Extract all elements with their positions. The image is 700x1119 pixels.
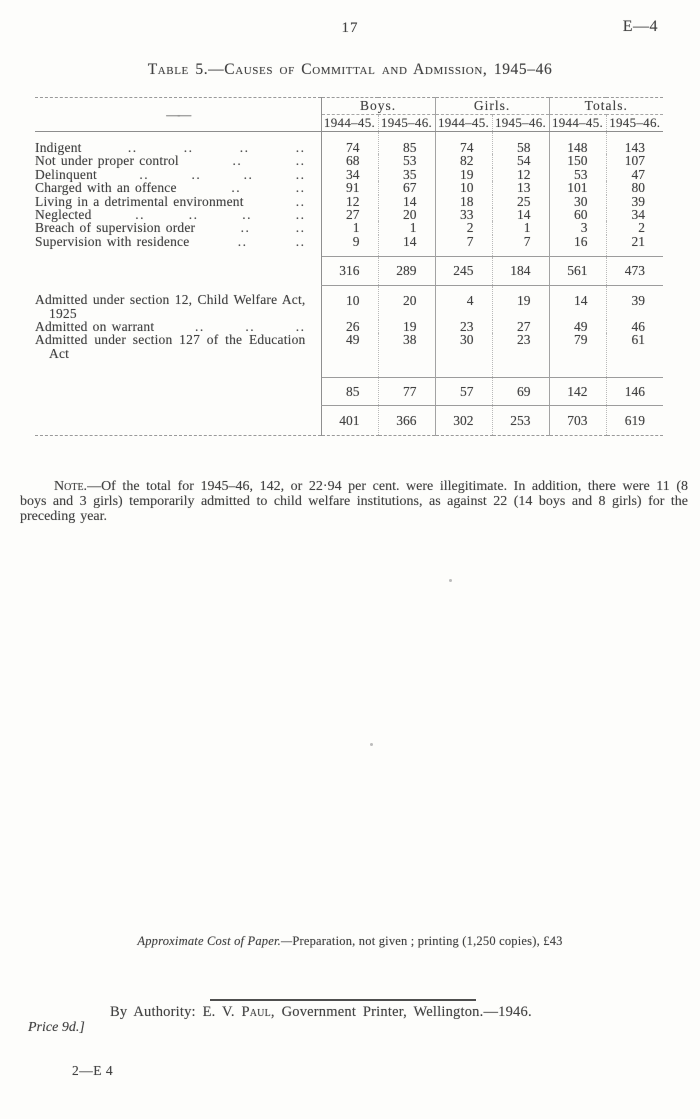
value-cell: 74 (321, 132, 378, 155)
stub-dash: —— (166, 106, 190, 122)
value-cell: 316 (321, 257, 378, 285)
table-row (35, 154, 663, 167)
table-row (35, 132, 663, 155)
value-cell: 30 (435, 333, 492, 377)
value-cell: 19 (492, 285, 549, 320)
value-cell: 34 (606, 208, 663, 221)
row-label-wrap (35, 208, 321, 221)
value-cell: 85 (378, 132, 435, 155)
value-cell: 67 (378, 181, 435, 194)
value-cell: 33 (435, 208, 492, 221)
column-group-totals: Totals. (549, 98, 663, 115)
value-cell: 49 (321, 333, 378, 377)
page-number: 17 (341, 20, 359, 36)
value-cell: 14 (378, 235, 435, 257)
value-cell: 34 (321, 168, 378, 181)
table-row (35, 333, 663, 377)
dot-leader-icon: .. (295, 166, 306, 182)
value-cell: 10 (435, 181, 492, 194)
dot-leader-icon: .. (191, 166, 202, 182)
value-cell: 69 (492, 377, 549, 405)
year-header: 1945–46. (492, 115, 549, 132)
value-cell: 150 (549, 154, 606, 167)
row-label: Admitted under section 127 of the Education Act (35, 332, 306, 361)
value-cell: 473 (606, 257, 663, 285)
value-cell: 184 (492, 257, 549, 285)
value-cell: 23 (435, 320, 492, 333)
authority-name: Paul (241, 1004, 271, 1020)
value-cell: 35 (378, 168, 435, 181)
year-header: 1945–46. (606, 115, 663, 132)
value-cell: 57 (435, 377, 492, 405)
row-label: Living in a detrimental environment (35, 193, 244, 209)
value-cell: 27 (492, 320, 549, 333)
row-label: Delinquent (35, 166, 97, 182)
value-cell: 27 (321, 208, 378, 221)
value-cell: 68 (321, 154, 378, 167)
column-group-boys: Boys. (321, 98, 435, 115)
dot-leader-icon: .. (237, 233, 248, 249)
value-cell: 82 (435, 154, 492, 167)
value-cell: 9 (321, 235, 378, 257)
table-title: Table 5.—Causes of Committal and Admission, 1945–46 (147, 61, 553, 78)
note-lead: Note. (54, 479, 88, 494)
table-row (35, 221, 663, 234)
dot-leader-icon: .. (295, 153, 306, 169)
dot-leader-icon: .. (245, 318, 256, 334)
value-cell: 14 (549, 285, 606, 320)
value-cell: 14 (378, 195, 435, 208)
dot-leader-icon: .. (295, 140, 306, 155)
dot-leader-icon: .. (135, 207, 146, 223)
value-cell: 148 (549, 132, 606, 155)
row-label: Supervision with residence (35, 233, 190, 249)
value-cell: 14 (492, 208, 549, 221)
row-label-cell (35, 377, 321, 405)
price-label: Price 9d.] (28, 1020, 85, 1035)
value-cell: 74 (435, 132, 492, 155)
dot-leader-icon: .. (295, 180, 306, 196)
value-cell: 7 (435, 235, 492, 257)
value-cell: 53 (549, 168, 606, 181)
table-row (35, 195, 663, 208)
row-label-wrap (35, 195, 321, 208)
value-cell: 80 (606, 181, 663, 194)
value-cell: 142 (549, 377, 606, 405)
dot-leader-icon: .. (194, 318, 205, 334)
causes-table (35, 97, 663, 436)
authority-line (110, 1004, 532, 1021)
row-label-cell (35, 132, 321, 155)
authority-rule (210, 999, 476, 1001)
row-label-cell (35, 208, 321, 221)
value-cell: 101 (549, 181, 606, 194)
value-cell: 302 (435, 406, 492, 435)
value-cell: 39 (606, 285, 663, 320)
value-cell: 10 (321, 285, 378, 320)
row-label-cell (35, 195, 321, 208)
row-label-cell (35, 285, 321, 320)
dot-leader-icon: .. (240, 220, 251, 236)
table-row (35, 257, 663, 285)
row-label-wrap (35, 168, 321, 181)
cost-text: Preparation, not given ; printing (1,250 copies), £43 (292, 934, 563, 948)
row-label-cell (35, 406, 321, 435)
cost-of-paper-line (0, 934, 700, 949)
value-cell: 77 (378, 377, 435, 405)
dot-leader-icon: .. (295, 318, 306, 334)
table-header (35, 98, 663, 132)
value-cell: 146 (606, 377, 663, 405)
row-label-cell (35, 181, 321, 194)
table-row (35, 181, 663, 194)
row-label: Admitted under section 12, Child Welfare Act, 1925 (35, 292, 306, 321)
row-label: Neglected (35, 207, 92, 223)
year-header: 1944–45. (435, 115, 492, 132)
signature-mark: 2—E 4 (72, 1063, 114, 1078)
value-cell: 143 (606, 132, 663, 155)
value-cell: 60 (549, 208, 606, 221)
value-cell: 26 (321, 320, 378, 333)
value-cell: 16 (549, 235, 606, 257)
dot-leader-icon: .. (231, 180, 242, 196)
dot-leader-icon: .. (295, 193, 306, 209)
value-cell: 54 (492, 154, 549, 167)
value-cell: 19 (378, 320, 435, 333)
value-cell: 289 (378, 257, 435, 285)
value-cell: 13 (492, 181, 549, 194)
dot-leader-icon: .. (295, 207, 306, 223)
row-label-wrap (35, 320, 321, 333)
table-body (35, 132, 663, 436)
dot-leader-icon: .. (127, 140, 138, 155)
table-row (35, 235, 663, 257)
row-label-cell (35, 320, 321, 333)
value-cell: 20 (378, 208, 435, 221)
table-row (35, 208, 663, 221)
value-cell: 91 (321, 181, 378, 194)
row-label-cell (35, 221, 321, 234)
value-cell: 53 (378, 154, 435, 167)
value-cell: 46 (606, 320, 663, 333)
value-cell: 23 (492, 333, 549, 377)
value-cell: 58 (492, 132, 549, 155)
cost-lead: Approximate Cost of Paper.— (137, 934, 293, 948)
dot-leader-icon: .. (295, 233, 306, 249)
row-label-cell (35, 154, 321, 167)
value-cell: 85 (321, 377, 378, 405)
row-label: Indigent (35, 140, 82, 155)
value-cell: 245 (435, 257, 492, 285)
value-cell: 19 (435, 168, 492, 181)
row-label: Breach of supervision order (35, 220, 196, 236)
dot-leader-icon: .. (243, 166, 254, 182)
dot-leader-icon: .. (139, 166, 150, 182)
row-label-wrap (35, 154, 321, 167)
stub-header-cell (35, 98, 321, 132)
note-paragraph (20, 480, 688, 524)
value-cell: 7 (492, 235, 549, 257)
value-cell: 561 (549, 257, 606, 285)
year-header: 1945–46. (378, 115, 435, 132)
scan-speck (449, 579, 452, 582)
value-cell: 12 (492, 168, 549, 181)
row-label-cell (35, 168, 321, 181)
row-label-cell (35, 257, 321, 285)
value-cell: 12 (321, 195, 378, 208)
table-row (35, 406, 663, 435)
value-cell: 703 (549, 406, 606, 435)
row-label-wrap (35, 181, 321, 194)
column-group-girls: Girls. (435, 98, 549, 115)
document-reference: E—4 (622, 18, 658, 35)
value-cell: 25 (492, 195, 549, 208)
row-label: Not under proper control (35, 153, 179, 169)
value-cell: 30 (549, 195, 606, 208)
table-row (35, 377, 663, 405)
value-cell: 2 (606, 221, 663, 234)
note-text: —Of the total for 1945–46, 142, or 22·94 per cent. were illegitimate. In addition, there were 11 (8 boys and 3 girls) temporarily admitted to child welfare institutions, as against 22 (14 boys and 8 girls) for the preceding year. (20, 479, 688, 524)
value-cell: 619 (606, 406, 663, 435)
row-label-wrap (35, 141, 321, 154)
dot-leader-icon: .. (183, 140, 194, 155)
authority-rest: , Government Printer, Wellington.—1946. (270, 1004, 532, 1020)
value-cell: 20 (378, 285, 435, 320)
value-cell: 79 (549, 333, 606, 377)
dot-leader-icon: .. (188, 207, 199, 223)
value-cell: 4 (435, 285, 492, 320)
value-cell: 49 (549, 320, 606, 333)
value-cell: 47 (606, 168, 663, 181)
dot-leader-icon: .. (232, 153, 243, 169)
scan-speck (370, 743, 373, 746)
group-header-row (35, 98, 663, 115)
authority-name-initials: E. V. (202, 1004, 242, 1020)
value-cell: 2 (435, 221, 492, 234)
value-cell: 253 (492, 406, 549, 435)
table-row (35, 285, 663, 320)
table-row (35, 320, 663, 333)
value-cell: 1 (492, 221, 549, 234)
row-label-wrap (35, 235, 321, 248)
value-cell: 39 (606, 195, 663, 208)
row-label-wrap (35, 221, 321, 234)
value-cell: 61 (606, 333, 663, 377)
value-cell: 3 (549, 221, 606, 234)
year-header: 1944–45. (549, 115, 606, 132)
value-cell: 18 (435, 195, 492, 208)
table-row (35, 168, 663, 181)
value-cell: 107 (606, 154, 663, 167)
dot-leader-icon: .. (295, 220, 306, 236)
row-label-cell (35, 235, 321, 257)
dot-leader-icon: .. (242, 207, 252, 223)
dot-leader-icon: .. (239, 140, 250, 155)
value-cell: 401 (321, 406, 378, 435)
year-header: 1944–45. (321, 115, 378, 132)
row-label: Charged with an offence (35, 180, 177, 196)
row-label-cell (35, 333, 321, 377)
value-cell: 1 (321, 221, 378, 234)
row-label: Admitted on warrant (35, 318, 155, 334)
value-cell: 366 (378, 406, 435, 435)
value-cell: 1 (378, 221, 435, 234)
authority-by: By Authority: (110, 1004, 203, 1020)
value-cell: 38 (378, 333, 435, 377)
value-cell: 21 (606, 235, 663, 257)
